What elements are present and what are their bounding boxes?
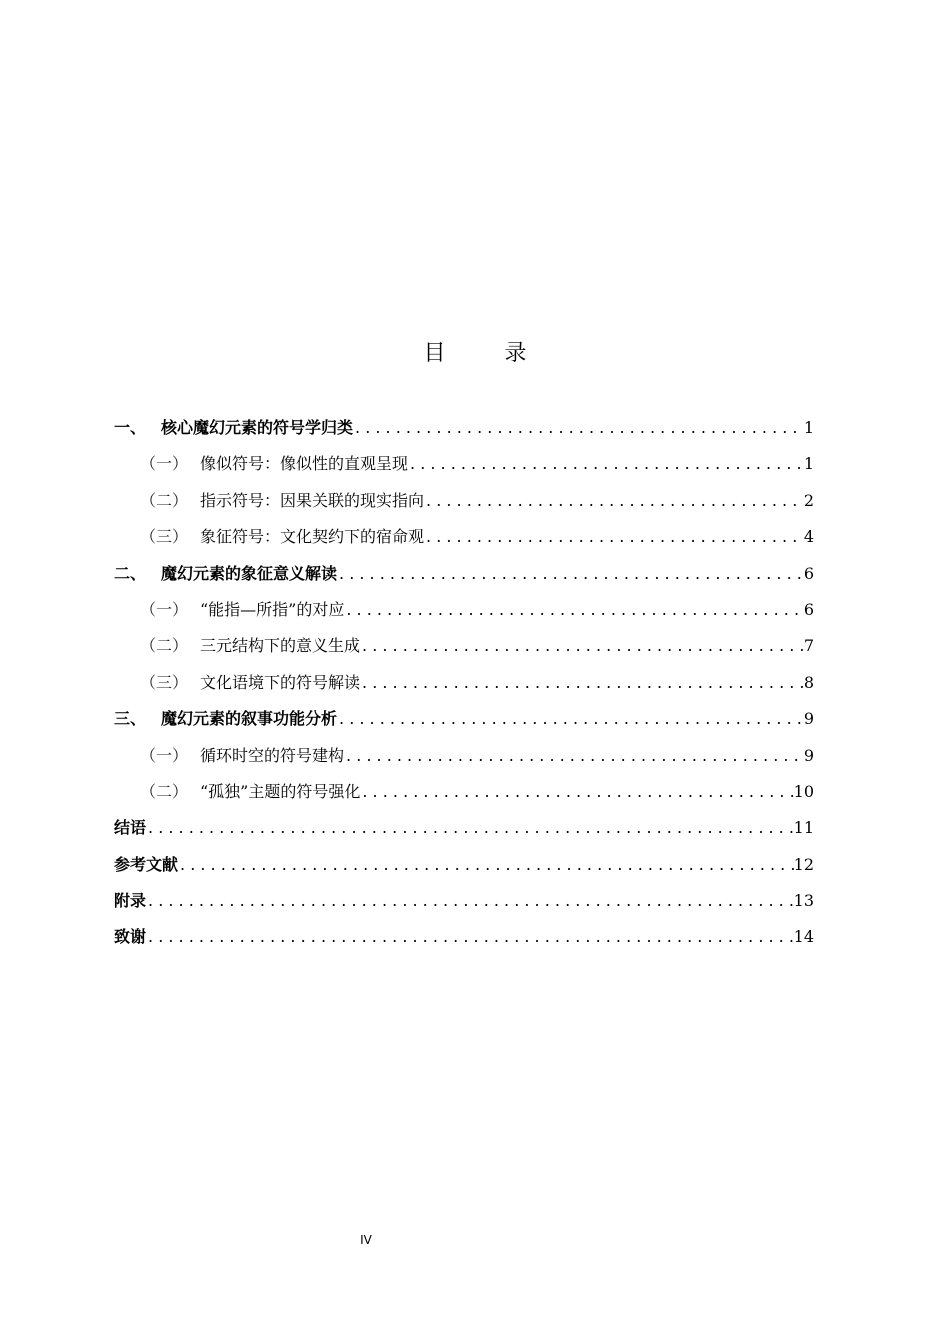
toc-entry-page: 6 bbox=[803, 599, 814, 619]
toc-entry-number: （二） bbox=[140, 781, 189, 801]
toc-entry-number: （一） bbox=[140, 454, 189, 474]
toc-entry-label: 参考文献 bbox=[114, 854, 179, 874]
toc-entry-label: 指示符号：因果关联的现实指向 bbox=[200, 490, 425, 510]
toc-entry-2[interactable] bbox=[114, 560, 814, 596]
toc-entry-number: （二） bbox=[140, 636, 189, 656]
dot-leader bbox=[337, 560, 804, 588]
toc-entry-label: 循环时空的符号建构 bbox=[200, 745, 345, 765]
toc-entry-2-3[interactable] bbox=[114, 669, 814, 705]
page-title: 目 录 bbox=[423, 341, 553, 366]
toc-entry-3-1[interactable] bbox=[114, 742, 814, 778]
dot-leader bbox=[337, 705, 804, 733]
toc-entry-label: 三元结构下的意义生成 bbox=[200, 636, 361, 656]
dot-leader bbox=[360, 778, 793, 806]
toc-entry-page: 6 bbox=[803, 563, 814, 583]
dot-leader bbox=[344, 742, 804, 770]
toc-entry-page: 14 bbox=[793, 927, 814, 947]
toc-entry-number: （一） bbox=[140, 599, 189, 619]
toc-entry-2-2[interactable] bbox=[114, 632, 814, 668]
toc-entry-label: 象征符号：文化契约下的宿命观 bbox=[200, 527, 425, 547]
toc-entry-label: 结语 bbox=[114, 818, 147, 838]
toc-entry-page: 2 bbox=[803, 490, 814, 510]
dot-leader bbox=[146, 814, 794, 842]
toc-entry-acknowledgements[interactable] bbox=[114, 923, 814, 959]
page-number: IV bbox=[360, 1233, 372, 1247]
toc-entry-1-2[interactable] bbox=[114, 487, 814, 523]
dot-leader bbox=[424, 487, 804, 515]
toc-entry-2-1[interactable] bbox=[114, 596, 814, 632]
dot-leader bbox=[344, 596, 803, 624]
toc-entry-page: 9 bbox=[803, 745, 814, 765]
toc-entry-number: 三、 bbox=[114, 709, 147, 729]
toc-entry-number: 一、 bbox=[114, 418, 147, 437]
toc-entry-page: 1 bbox=[803, 454, 814, 474]
toc-entry-page: 1 bbox=[803, 418, 814, 437]
toc-entry-label: 魔幻元素的象征意义解读 bbox=[161, 563, 338, 583]
dot-leader bbox=[408, 450, 804, 478]
toc-entry-page: 12 bbox=[793, 854, 814, 874]
toc-entry-appendix[interactable] bbox=[114, 887, 814, 923]
toc-entry-label: “孤独”主题的符号强化 bbox=[200, 781, 361, 801]
toc-entry-number: （二） bbox=[140, 490, 189, 510]
dot-leader bbox=[146, 923, 794, 951]
toc-entry-label: 致谢 bbox=[114, 927, 147, 947]
toc-entry-page: 9 bbox=[803, 709, 814, 729]
dot-leader bbox=[360, 632, 804, 660]
toc-entry-page: 7 bbox=[803, 636, 814, 656]
table-of-contents bbox=[114, 414, 814, 960]
toc-entry-page: 13 bbox=[793, 891, 814, 911]
toc-entry-page: 4 bbox=[803, 527, 814, 547]
toc-entry-label: 魔幻元素的叙事功能分析 bbox=[161, 709, 338, 729]
toc-entry-1[interactable] bbox=[114, 414, 814, 450]
toc-entry-label: “能指—所指”的对应 bbox=[200, 599, 345, 619]
toc-entry-label: 核心魔幻元素的符号学归类 bbox=[161, 418, 354, 437]
toc-entry-conclusion[interactable] bbox=[114, 814, 814, 850]
toc-entry-label: 文化语境下的符号解读 bbox=[200, 672, 361, 692]
dot-leader bbox=[353, 414, 804, 442]
toc-entry-3[interactable] bbox=[114, 705, 814, 741]
toc-entry-page: 10 bbox=[793, 781, 814, 801]
dot-leader bbox=[424, 523, 804, 551]
toc-entry-3-2[interactable] bbox=[114, 778, 814, 814]
toc-entry-references[interactable] bbox=[114, 851, 814, 887]
toc-entry-label: 附录 bbox=[114, 891, 147, 911]
toc-entry-page: 8 bbox=[803, 672, 814, 692]
toc-entry-number: （三） bbox=[140, 527, 189, 547]
toc-entry-number: （一） bbox=[140, 745, 189, 765]
toc-entry-number: 二、 bbox=[114, 563, 147, 583]
dot-leader bbox=[178, 851, 794, 879]
toc-entry-label: 像似符号：像似性的直观呈现 bbox=[200, 454, 409, 474]
toc-entry-page: 11 bbox=[793, 818, 814, 838]
toc-entry-1-3[interactable] bbox=[114, 523, 814, 559]
toc-entry-number: （三） bbox=[140, 672, 189, 692]
dot-leader bbox=[360, 669, 804, 697]
toc-entry-1-1[interactable] bbox=[114, 450, 814, 486]
dot-leader bbox=[146, 887, 794, 915]
